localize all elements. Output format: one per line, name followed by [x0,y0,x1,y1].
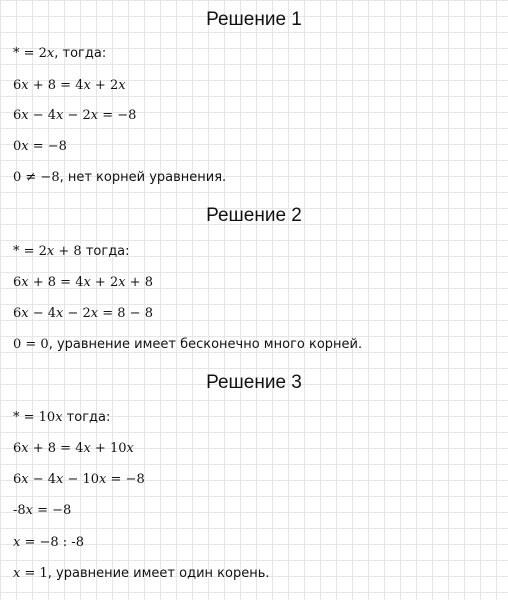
math-expression: -8𝑥 = −8 [13,503,72,518]
math-expression: 6𝑥 + 8 = 4𝑥 + 2𝑥 + 8 [13,275,153,290]
solution-3-line-2 [13,440,134,458]
text-fragment: , нет корней уравнения. [59,170,227,185]
solution-3-line-4 [13,502,71,520]
solution-1-title: Решение 1 [206,9,302,30]
solution-1-line-2 [13,77,126,95]
math-expression: * = 2𝑥 [13,46,55,61]
solution-3-line-5 [13,534,84,552]
math-expression: 6𝑥 + 8 = 4𝑥 + 2𝑥 [13,78,126,93]
solution-3-title: Решение 3 [206,372,302,393]
solution-3-line-6 [13,565,270,583]
math-expression: 0 ≠ −8 [13,170,60,185]
solution-2-line-3 [13,305,153,323]
solution-2-title: Решение 2 [206,205,302,226]
math-expression: 6𝑥 − 4𝑥 − 2𝑥 = 8 − 8 [13,306,153,321]
text-fragment: , тогда: [54,46,107,61]
solution-2-line-1 [13,243,130,261]
solution-3-line-1 [13,409,110,427]
solution-1-line-1 [13,45,106,63]
math-expression: * = 10𝑥 [13,410,63,425]
math-expression: 6𝑥 + 8 = 4𝑥 + 10𝑥 [13,441,134,456]
solution-2-line-2 [13,274,153,292]
math-expression: 6𝑥 − 4𝑥 − 10𝑥 = −8 [13,472,145,487]
math-expression: 𝑥 = −8 : -8 [13,535,84,550]
text-fragment: , уравнение имеет один корень. [47,566,270,581]
math-expression: 6𝑥 − 4𝑥 − 2𝑥 = −8 [13,108,137,123]
math-expression: 0 = 0 [13,337,49,352]
math-expression: 0𝑥 = −8 [13,139,67,154]
solution-3-line-3 [13,471,145,489]
text-fragment: , уравнение имеет бесконечно много корней. [48,337,363,352]
solution-1-line-3 [13,107,136,125]
text-fragment: тогда: [62,410,111,425]
solution-1-line-4 [13,138,67,156]
math-expression: * = 2𝑥 + 8 [13,244,82,259]
text-fragment: тогда: [81,244,130,259]
math-expression: 𝑥 = 1 [13,566,48,581]
solution-2-line-4 [13,336,362,354]
solution-1-line-5 [13,169,226,187]
